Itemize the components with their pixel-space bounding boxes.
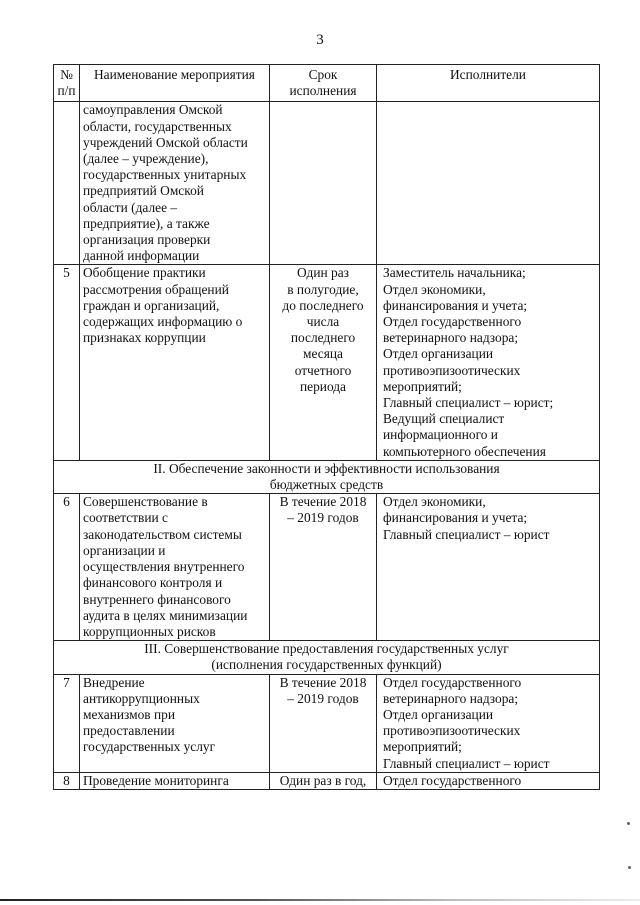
text-line: финансового контроля и: [83, 575, 223, 591]
text-line: №: [60, 67, 73, 82]
text-line: Срок: [308, 67, 338, 82]
cell-num: 6: [54, 494, 80, 641]
text-line: осуществления внутреннего: [83, 559, 245, 575]
header-name: [80, 65, 270, 102]
text-line: информационного и: [383, 427, 498, 443]
text-line: – 2019 годов: [287, 510, 359, 526]
text-line: Внедрение: [83, 674, 145, 690]
text-line: государственных унитарных: [83, 167, 247, 183]
text-line: Обобщение практики: [83, 265, 206, 281]
text-line: компьютерного обеспечения: [383, 443, 546, 459]
text-line: исполнения: [289, 83, 357, 99]
text-line: Отдел организации: [383, 706, 494, 722]
section-row-2: [54, 460, 600, 493]
text-line: В течение 2018: [279, 674, 367, 690]
text-line: области (далее –: [83, 199, 178, 215]
cell-name: [80, 102, 270, 265]
cell-name: [80, 772, 270, 789]
text-line: предприятие), а также: [83, 215, 210, 231]
text-line: последнего: [290, 330, 356, 346]
text-line: Заместитель начальника;: [383, 265, 526, 281]
table-row-continued: [54, 102, 600, 265]
text-line: отчетного: [294, 362, 352, 378]
cell-executors: [377, 265, 600, 460]
cell-executors: [377, 102, 600, 265]
table-row-5: [54, 265, 600, 460]
text-line: организация проверки: [83, 232, 211, 248]
text-line: бюджетных средств: [269, 477, 384, 493]
cell-term: [270, 772, 377, 789]
cell-term: [270, 674, 377, 772]
text-line: организации и: [83, 542, 166, 558]
section-title: [54, 460, 600, 493]
text-line: ветеринарного надзора;: [383, 690, 519, 706]
text-line: антикоррупционных: [83, 690, 200, 706]
text-line: государственных услуг: [83, 739, 216, 755]
header-num: [54, 65, 80, 102]
text-line: Один раз в год,: [279, 772, 367, 788]
table-row-6: [54, 494, 600, 641]
text-line: В течение 2018: [279, 494, 367, 510]
text-line: Отдел организации: [383, 346, 494, 362]
text-line: противоэпизоотических: [383, 723, 521, 739]
text-line: месяца: [303, 346, 343, 362]
text-line: Главный специалист – юрист: [383, 755, 550, 771]
text-line: области, государственных: [83, 118, 232, 134]
text-line: Совершенствование в: [83, 494, 208, 510]
text-line: содержащих информацию о: [83, 314, 243, 330]
text-line: Отдел государственного: [383, 314, 522, 330]
cell-executors: [377, 674, 600, 772]
cell-term: [270, 102, 377, 265]
text-line: Отдел государственного: [383, 772, 522, 788]
text-line: аудита в целях минимизации: [83, 607, 248, 623]
text-line: соответствии с: [83, 510, 168, 526]
cell-num: 7: [54, 674, 80, 772]
text-line: коррупционных рисков: [83, 623, 216, 639]
text-line: ветеринарного надзора;: [383, 330, 519, 346]
text-line: Главный специалист – юрист;: [383, 395, 554, 411]
text-line: финансирования и учета;: [383, 297, 528, 313]
text-line: Главный специалист – юрист: [383, 526, 550, 542]
scan-speck: [628, 866, 631, 869]
text-line: Проведение мониторинга: [83, 772, 229, 788]
text-line: (исполнения государственных функций): [211, 657, 442, 673]
text-line: законодательством системы: [83, 526, 242, 542]
text-line: Отдел государственного: [383, 674, 522, 690]
text-line: III. Совершенствование предоставления государственных услуг: [144, 641, 509, 657]
text-line: граждан и организаций,: [83, 297, 220, 313]
text-line: п/п: [57, 83, 76, 99]
cell-term: [270, 494, 377, 641]
text-line: предприятий Омской: [83, 183, 204, 199]
cell-executors: [377, 772, 600, 789]
cell-name: [80, 674, 270, 772]
text-line: мероприятий;: [383, 739, 462, 755]
table-row-7: [54, 674, 600, 772]
cell-name: [80, 265, 270, 460]
text-line: II. Обеспечение законности и эффективности использования: [153, 460, 500, 476]
page-number: 3: [316, 32, 324, 48]
text-line: Ведущий специалист: [383, 411, 505, 427]
scan-edge-mark: [0, 899, 640, 901]
text-line: признаках коррупции: [83, 330, 206, 346]
text-line: финансирования и учета;: [383, 510, 528, 526]
text-line: данной информации: [83, 248, 200, 264]
text-line: предоставлении: [83, 723, 175, 739]
cell-name: [80, 494, 270, 641]
text-line: внутреннего финансового: [83, 591, 231, 607]
text-line: учреждений Омской области: [83, 134, 248, 150]
text-line: механизмов при: [83, 706, 176, 722]
header-term: [270, 65, 377, 102]
text-line: мероприятий;: [383, 378, 462, 394]
measures-table: [53, 64, 600, 790]
section-row-3: [54, 641, 600, 674]
text-line: Исполнители: [450, 67, 526, 82]
text-line: в полугодие,: [287, 281, 359, 297]
text-line: Отдел экономики,: [383, 281, 486, 297]
cell-executors: [377, 494, 600, 641]
cell-num: 8: [54, 772, 80, 789]
scan-speck: [627, 822, 630, 825]
text-line: самоуправления Омской: [83, 102, 223, 118]
table-header-row: [54, 65, 600, 102]
text-line: (далее – учреждение),: [83, 151, 209, 167]
section-title: [54, 641, 600, 674]
text-line: рассмотрения обращений: [83, 281, 229, 297]
text-line: – 2019 годов: [287, 690, 359, 706]
cell-term: [270, 265, 377, 460]
cell-num: [54, 102, 80, 265]
text-line: числа: [306, 314, 340, 330]
header-executors: [377, 65, 600, 102]
text-line: Наименование мероприятия: [94, 67, 255, 82]
text-line: Один раз: [297, 265, 349, 281]
text-line: противоэпизоотических: [383, 362, 521, 378]
text-line: до последнего: [282, 297, 364, 313]
text-line: Отдел экономики,: [383, 494, 486, 510]
text-line: периода: [299, 378, 347, 394]
cell-num: 5: [54, 265, 80, 460]
table-row-8: [54, 772, 600, 789]
